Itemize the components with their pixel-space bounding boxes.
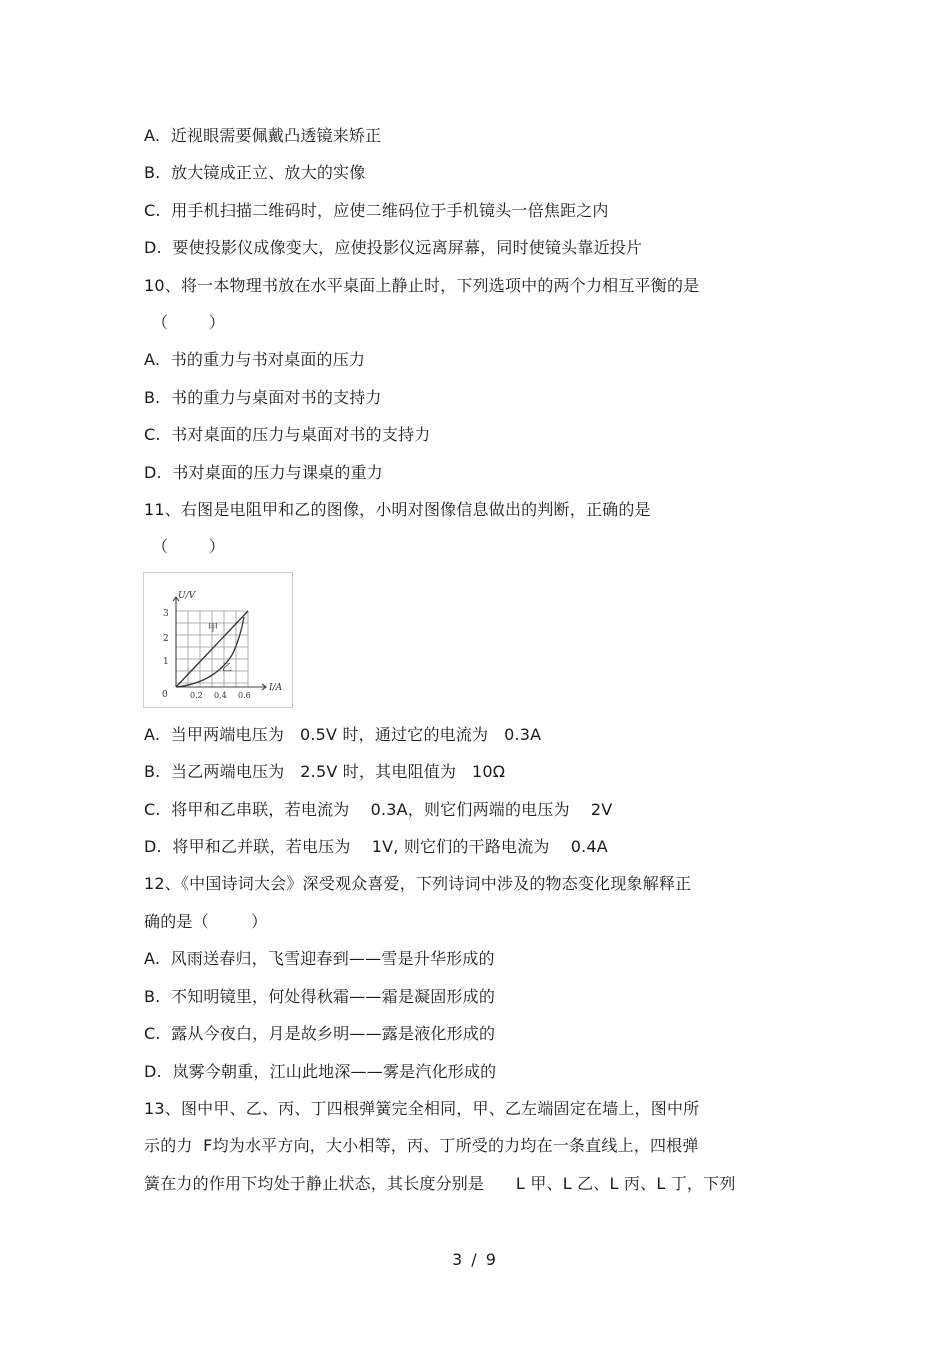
q10-stem: 10、将一本物理书放在水平桌面上静止时，下列选项中的两个力相互平衡的是 xyxy=(144,276,700,295)
q10-option-c: C. 书对桌面的压力与桌面对书的支持力 xyxy=(144,425,431,444)
q9-option-b: B. 放大镜成正立、放大的实像 xyxy=(144,163,366,182)
q11-option-c: C. 将甲和乙串联，若电流为 0.3A，则它们两端的电压为 2V xyxy=(144,800,613,819)
q10-answer-parens: （ ） xyxy=(152,313,225,332)
y-tick-2: 2 xyxy=(163,634,169,644)
q12-stem-line1: 12、《中国诗词大会》深受观众喜爱，下列诗词中涉及的物态变化现象解释正 xyxy=(144,874,692,893)
q12-stem-line2: 确的是（ ） xyxy=(144,912,268,931)
q10-option-b: B. 书的重力与桌面对书的支持力 xyxy=(144,388,382,407)
q11-option-a: A. 当甲两端电压为 0.5V 时，通过它的电流为 0.3A xyxy=(144,725,542,744)
origin-label: 0 xyxy=(162,690,168,700)
iu-graph-figure xyxy=(143,572,293,708)
y-axis-label: U/V xyxy=(178,591,196,601)
q12-option-c: C. 露从今夜白，月是故乡明——露是液化形成的 xyxy=(144,1024,496,1043)
page-number: 3 / 9 xyxy=(452,1250,498,1269)
q13-stem-line1: 13、图中甲、乙、丙、丁四根弹簧完全相同，甲、乙左端固定在墙上，图中所 xyxy=(144,1099,700,1118)
q12-option-d: D. 岚雾今朝重，江山此地深——雾是汽化形成的 xyxy=(144,1062,497,1081)
q12-option-b: B. 不知明镜里，何处得秋霜——霜是凝固形成的 xyxy=(144,987,496,1006)
curve-jia-label: 甲 xyxy=(208,623,218,634)
y-tick-3: 3 xyxy=(163,609,169,619)
curve-yi-label: 乙 xyxy=(222,663,232,674)
q11-option-d: D. 将甲和乙并联，若电压为 1V, 则它们的干路电流为 0.4A xyxy=(144,837,608,856)
q13-stem-line2: 示的力 F均为水平方向，大小相等，丙、丁所受的力均在一条直线上，四根弹 xyxy=(144,1136,699,1155)
x-axis-label: I/A xyxy=(269,683,283,693)
q10-option-a: A. 书的重力与书对桌面的压力 xyxy=(144,350,366,369)
q9-option-a: A. 近视眼需要佩戴凸透镜来矫正 xyxy=(144,126,382,145)
q11-stem: 11、右图是电阻甲和乙的图像，小明对图像信息做出的判断，正确的是 xyxy=(144,500,651,519)
q12-option-a: A. 风雨送春归，飞雪迎春到——雪是升华形成的 xyxy=(144,949,495,968)
q9-option-c: C. 用手机扫描二维码时，应使二维码位于手机镜头一倍焦距之内 xyxy=(144,201,609,220)
q11-option-b: B. 当乙两端电压为 2.5V 时，其电阻值为 10Ω xyxy=(144,762,506,781)
q10-option-d: D. 书对桌面的压力与课桌的重力 xyxy=(144,463,383,482)
q9-option-d: D. 要使投影仪成像变大，应使投影仪远离屏幕，同时使镜头靠近投片 xyxy=(144,238,643,257)
y-tick-1: 1 xyxy=(163,657,169,667)
x-tick-0-4: 0.4 xyxy=(214,691,227,700)
x-tick-0-6: 0.6 xyxy=(238,691,251,700)
x-tick-0-2: 0.2 xyxy=(190,691,203,700)
q13-stem-line3: 簧在力的作用下均处于静止状态，其长度分别是 L 甲、L 乙、L 丙、L 丁，下列 xyxy=(144,1174,736,1193)
q11-answer-parens: （ ） xyxy=(152,537,225,556)
iu-graph xyxy=(144,573,294,709)
